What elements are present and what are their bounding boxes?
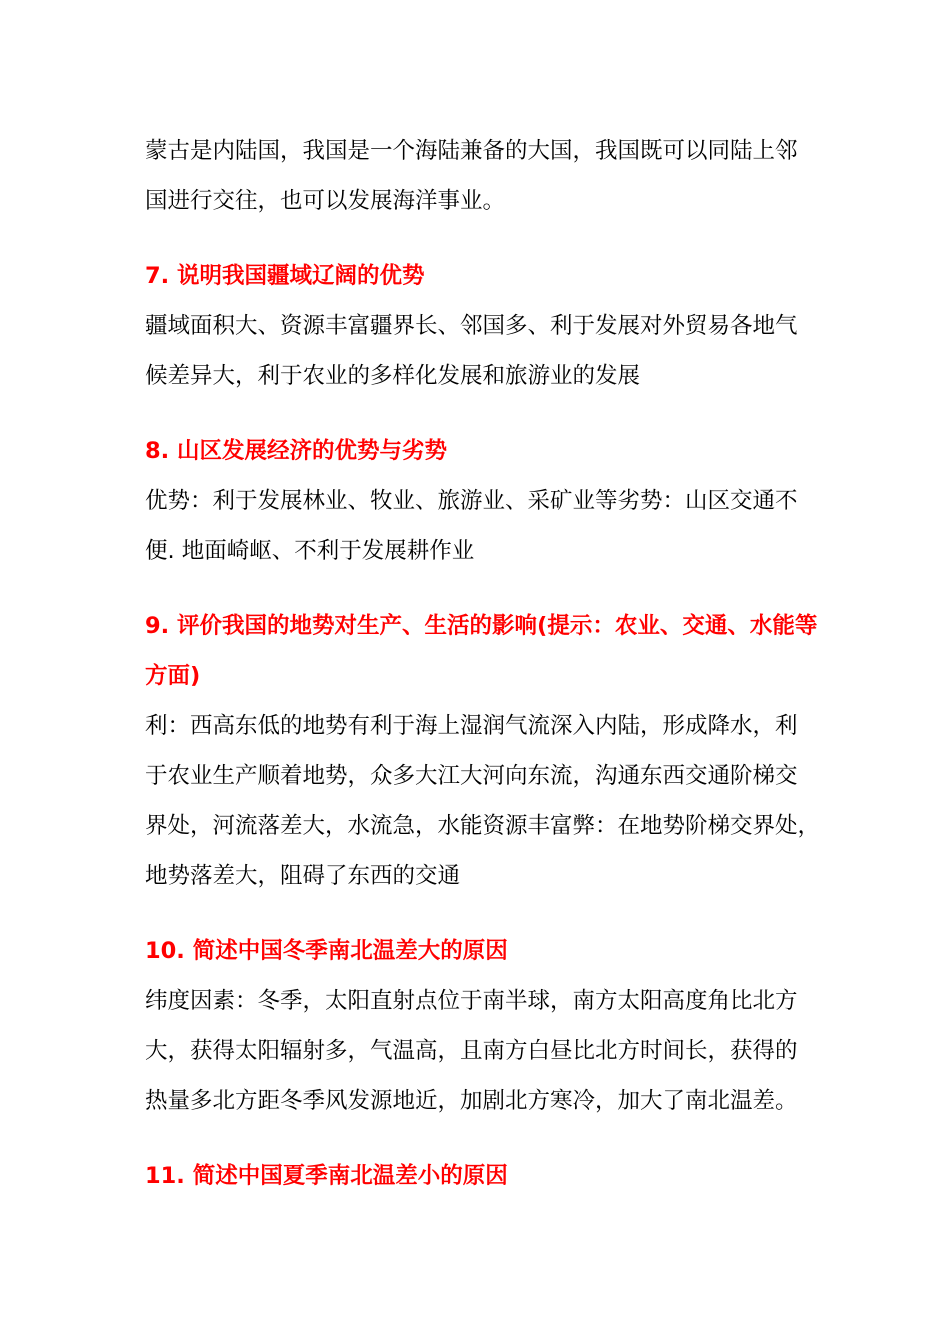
section-body-line: 候差异大，利于农业的多样化发展和旅游业的发展 xyxy=(145,363,641,389)
intro-line: 国进行交往，也可以发展海洋事业。 xyxy=(145,188,506,214)
document-content xyxy=(145,126,821,1201)
section-body-line: 利：西高东低的地势有利于海上湿润气流深入内陆，形成降水，利 xyxy=(145,713,798,739)
section-body-line: 便. 地面崎岖、不利于发展耕作业 xyxy=(145,538,475,564)
section-body-line: 地势落差大，阻碍了东西的交通 xyxy=(145,863,461,889)
section-body-line: 界处，河流落差大，水流急，水能资源丰富弊：在地势阶梯交界处， xyxy=(145,813,821,839)
section-heading: 10. 简述中国冬季南北温差大的原因 xyxy=(145,938,508,964)
section-heading: 8. 山区发展经济的优势与劣势 xyxy=(145,438,448,464)
section-heading: 9. 评价我国的地势对生产、生活的影响(提示：农业、交通、水能等 xyxy=(145,613,818,639)
section-body-line: 热量多北方距冬季风发源地近，加剧北方寒冷，加大了南北温差。 xyxy=(145,1088,798,1114)
section-body-line: 大，获得太阳辐射多，气温高，且南方白昼比北方时间长，获得的 xyxy=(145,1038,798,1064)
intro-line: 蒙古是内陆国，我国是一个海陆兼备的大国，我国既可以同陆上邻 xyxy=(145,138,798,164)
section-heading: 方面) xyxy=(145,663,201,689)
section-body-line: 纬度因素：冬季，太阳直射点位于南半球，南方太阳高度角比北方 xyxy=(145,988,798,1014)
section-body-line: 疆域面积大、资源丰富疆界长、邻国多、利于发展对外贸易各地气 xyxy=(145,313,798,339)
section-body-line: 于农业生产顺着地势，众多大江大河向东流，沟通东西交通阶梯交 xyxy=(145,763,798,789)
section-heading: 7. 说明我国疆域辽阔的优势 xyxy=(145,263,425,289)
section-body-line: 优势：利于发展林业、牧业、旅游业、采矿业等劣势：山区交通不 xyxy=(145,488,798,514)
section-heading: 11. 简述中国夏季南北温差小的原因 xyxy=(145,1163,508,1189)
